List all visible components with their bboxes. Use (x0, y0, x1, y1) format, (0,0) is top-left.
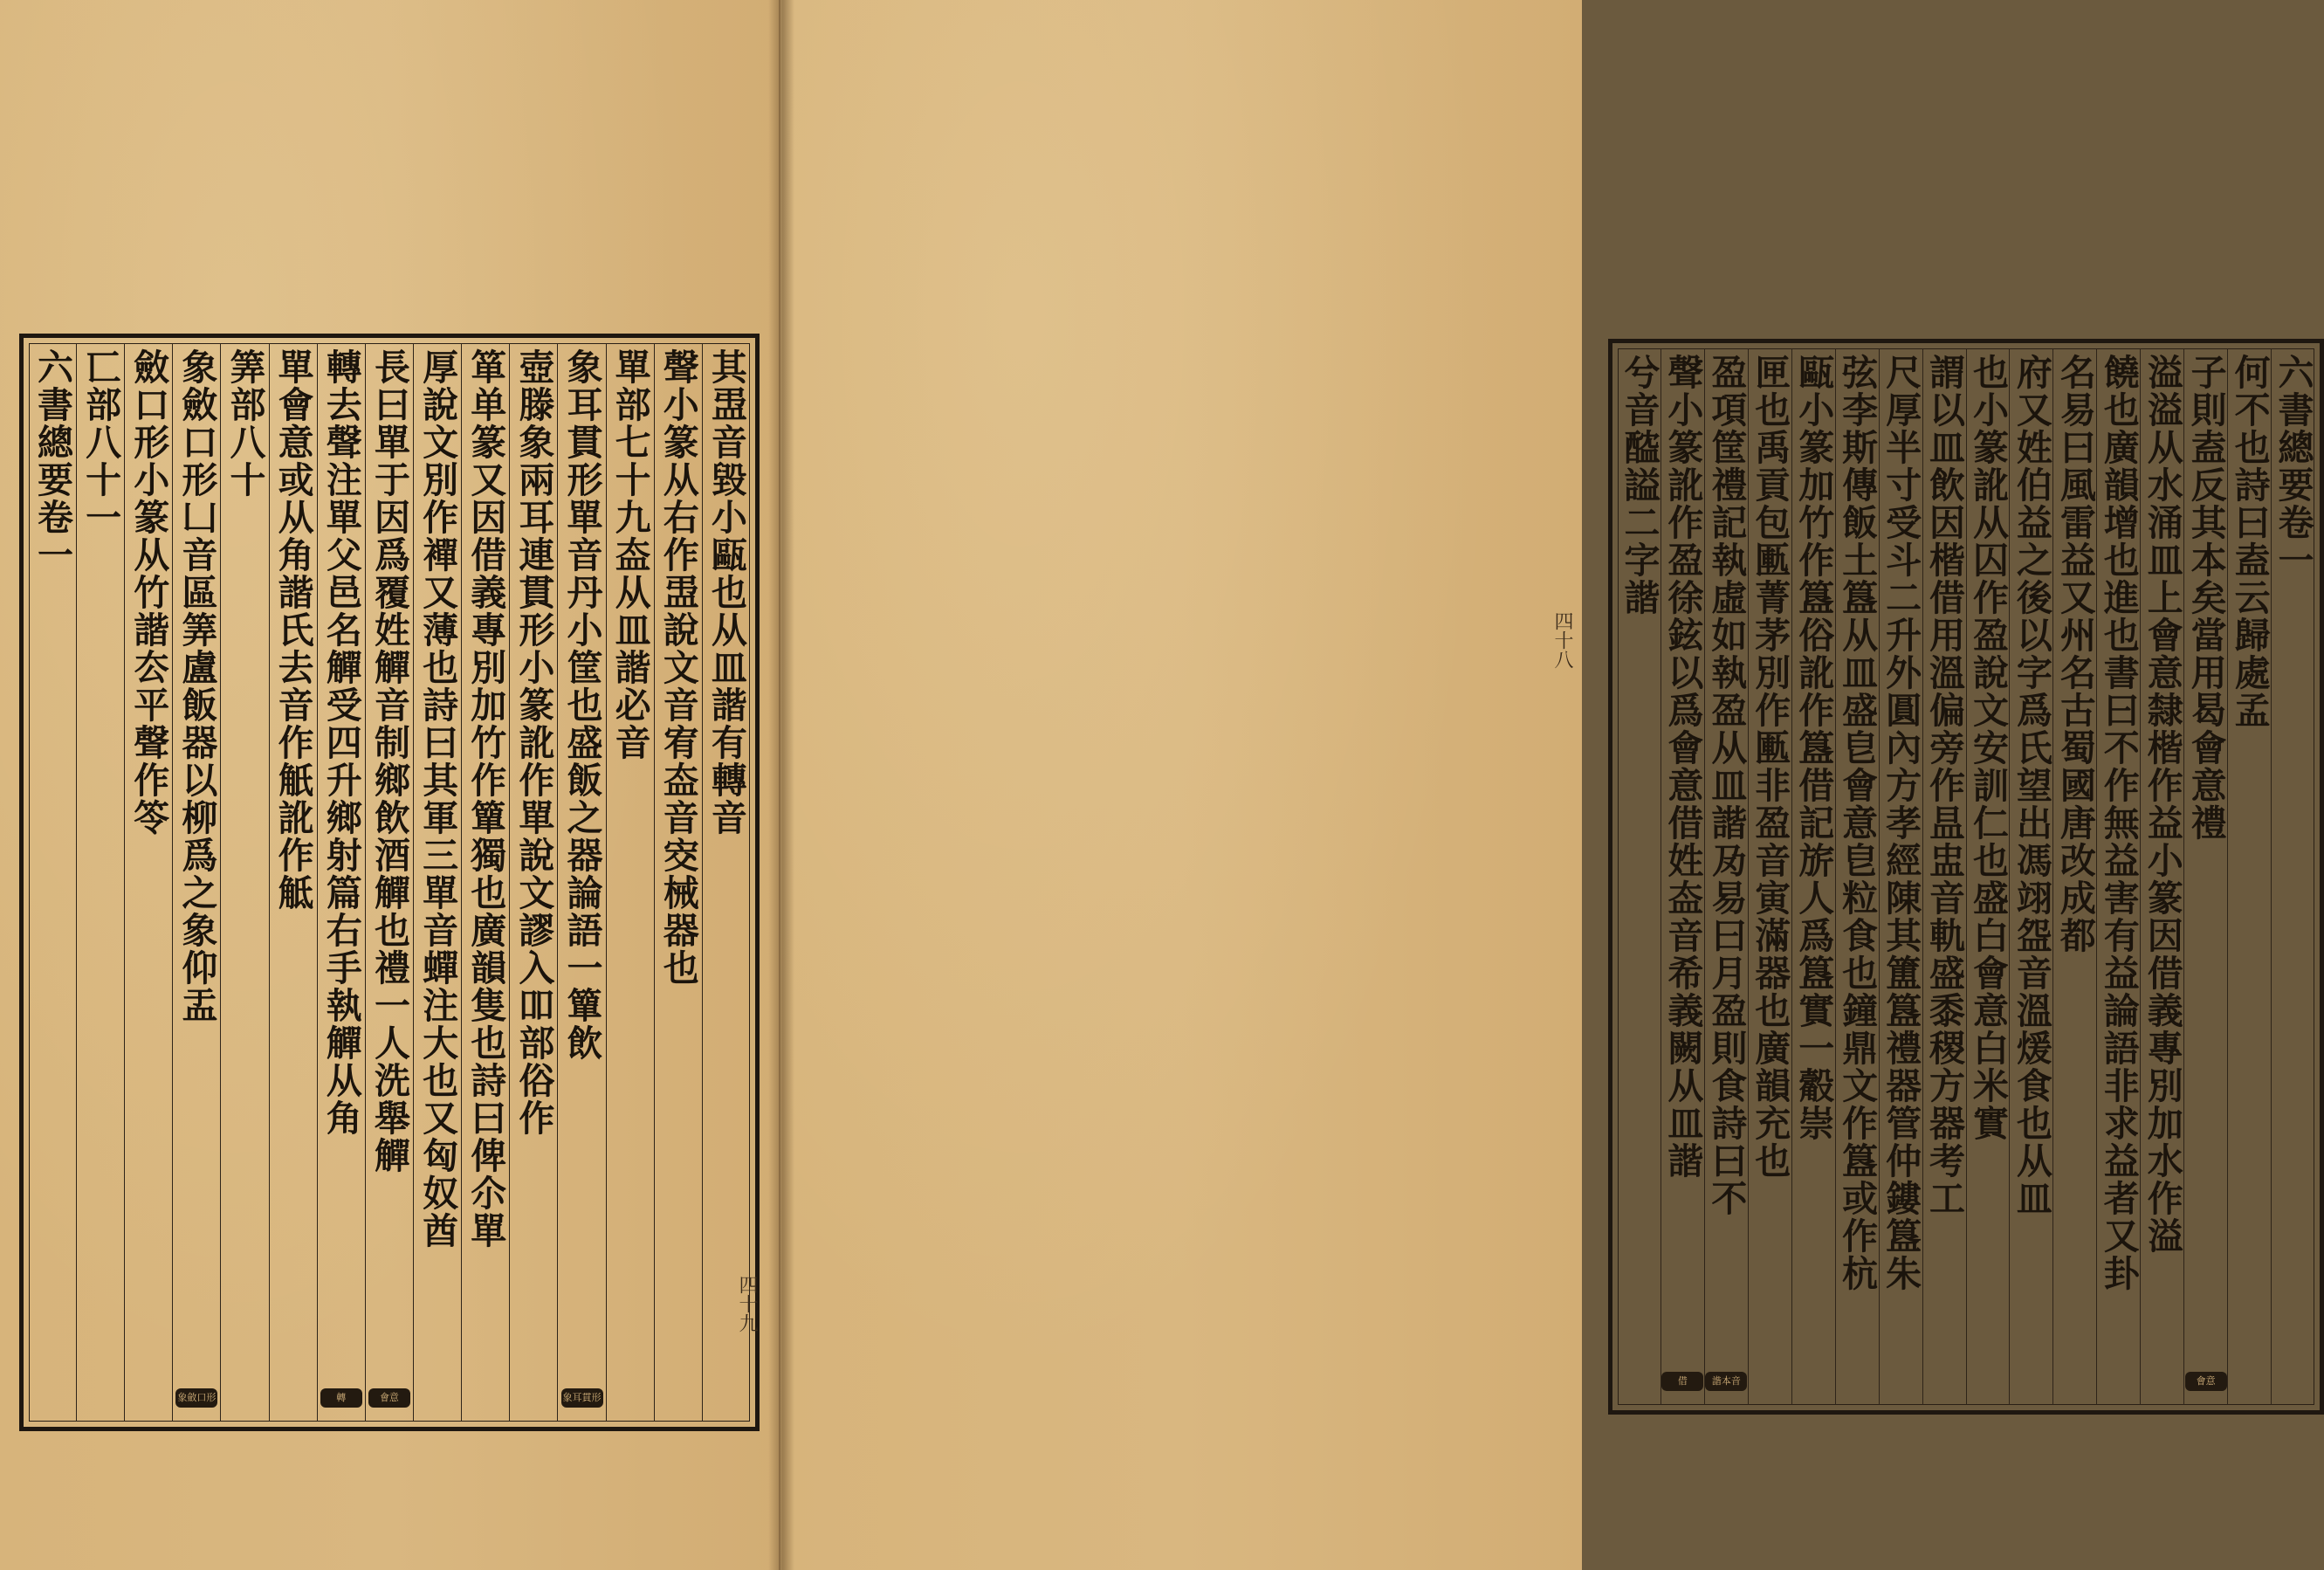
right-column-text: 名易曰風雷益又州名古蜀國唐改成都 (2053, 354, 2096, 954)
right-folio-mark: 四十八 (1551, 611, 1573, 669)
left-column-text: 六書總要卷一 (31, 348, 73, 574)
left-column-text: 長曰單于因爲覆姓觶音制鄉飲酒觶也禮一人洗舉觶 (368, 348, 410, 1174)
left-column-text: 單會意或从角諧氏去音作觗訛作觝 (272, 348, 314, 912)
right-column-text: 聲小篆訛作盈徐鉉以爲會意借姓盇音希義闕从皿諧 (1661, 354, 1704, 1180)
right-column-text: 府又姓伯益之後以字爲氏望出馮翊盌音溫煖食也从皿 (2010, 354, 2052, 1217)
left-column-text: 單部七十九盇从皿諧必音 (609, 348, 651, 761)
right-column-text: 盈項筐禮記執虛如執盈从皿諧夃易曰月盈則食詩曰不 (1705, 354, 1748, 1217)
right-column-text: 也小篆訛从囚作盈說文安訓仁也盛白會意白米實 (1966, 354, 2009, 1142)
left-column-text: 筭部八十 (223, 348, 266, 499)
right-column-text: 溢溢从水涌皿上會意隸楷作益小篆因借義專別加水作溢 (2141, 354, 2183, 1255)
right-column (2271, 348, 2314, 1405)
seal-stamp: 借 (1661, 1372, 1703, 1391)
left-column (606, 343, 654, 1422)
right-column-text: 六書總要卷一 (2272, 354, 2314, 579)
left-column (509, 343, 557, 1422)
left-column-text: 象斂口形凵音區筭盧飯器以柳爲之象仰盂 (175, 348, 218, 1024)
seal-stamp: 象斂口形 (175, 1388, 217, 1408)
left-column-text: 其盄音毀小甌也从皿諧有轉音 (705, 348, 747, 837)
left-column-text: 厚說文別作襌又薄也詩曰其軍三單音蟬注大也又匈奴酋 (416, 348, 459, 1250)
right-column (2009, 348, 2052, 1405)
left-columns (29, 343, 750, 1422)
left-column-text: 聲小篆从右作盄說文音宥盇音㝔械器也 (657, 348, 699, 987)
right-column-text: 何不也詩曰盍云歸處孟 (2228, 354, 2271, 729)
right-page (780, 0, 2314, 1570)
right-column (1704, 348, 1748, 1405)
left-column (413, 343, 461, 1422)
right-column (2140, 348, 2183, 1405)
left-column (29, 343, 76, 1422)
left-column-text: 匸部八十一 (79, 348, 122, 536)
left-column (269, 343, 317, 1422)
left-column-text: 轉去聲注單父邑名觶受四升鄉射篇右手執觶从角 (320, 348, 362, 1137)
left-column (557, 343, 605, 1422)
seal-stamp: 象耳貫形 (561, 1388, 603, 1408)
right-column (1660, 348, 1704, 1405)
right-column (1748, 348, 1791, 1405)
left-column (365, 343, 413, 1422)
left-column (76, 343, 124, 1422)
right-column (2183, 348, 2227, 1405)
right-column (1922, 348, 1966, 1405)
right-column (1618, 348, 1660, 1405)
right-columns (1618, 348, 2314, 1405)
left-folio-mark: 四十九 (736, 1275, 758, 1332)
right-column (1966, 348, 2010, 1405)
left-column-text: 斂口形小篆从竹諧厺平聲作笭 (127, 348, 170, 837)
right-column-text: 尺厚半寸受斗二升外圓內方孝經陳其簠簋禮器管仲鏤簋朱 (1880, 354, 1922, 1292)
seal-stamp: 轉 (320, 1388, 362, 1408)
left-column (702, 343, 750, 1422)
seal-stamp: 會意 (2185, 1372, 2227, 1391)
right-column-text: 謂以皿飲因楷借用溫偏旁作昷盅音軌盛黍稷方器考工 (1923, 354, 1966, 1217)
right-column-text: 匣也禹貢包匭菁茅別作匭非盈音寅滿器也廣韻充也 (1749, 354, 1791, 1180)
left-column (654, 343, 702, 1422)
left-column-text: 箪单篆又因借義專別加竹作簞獨也廣韻隻也詩曰俾尒單 (464, 348, 507, 1250)
left-text-frame (19, 334, 760, 1431)
left-page (0, 0, 780, 1570)
left-column-text: 壺滕象兩耳連貫形小篆訛作單說文謬入吅部俗作 (512, 348, 555, 1137)
left-column (220, 343, 268, 1422)
left-column (317, 343, 365, 1422)
left-column (172, 343, 220, 1422)
left-column-text: 象耳貫形單音丹小筐也盛飯之器論語一簞飲 (560, 348, 603, 1062)
left-column (461, 343, 509, 1422)
right-column-text: 饒也廣韻增也進也書曰不作無益害有益論語非求益者又卦 (2097, 354, 2140, 1292)
right-column-text: 甌小篆加竹作簋俗訛作簋借記旂人爲簋實一觳崇 (1792, 354, 1835, 1142)
right-column (2052, 348, 2096, 1405)
right-column (1879, 348, 1922, 1405)
right-column (1791, 348, 1835, 1405)
right-column-text: 弦李斯傳飯土簋从皿盛皀會意皀粒食也鐘鼎文作簋或作杭 (1836, 354, 1879, 1292)
left-column (124, 343, 172, 1422)
right-column (2096, 348, 2140, 1405)
right-column (1835, 348, 1879, 1405)
right-column-text: 兮音醓謚二字諧 (1618, 354, 1660, 616)
seal-stamp: 諧本音 (1705, 1372, 1747, 1391)
right-column (2227, 348, 2271, 1405)
right-text-frame (1608, 339, 2324, 1415)
right-column-text: 子則盍反其本矣當用曷會意禮 (2184, 354, 2227, 842)
seal-stamp: 會意 (368, 1388, 410, 1408)
